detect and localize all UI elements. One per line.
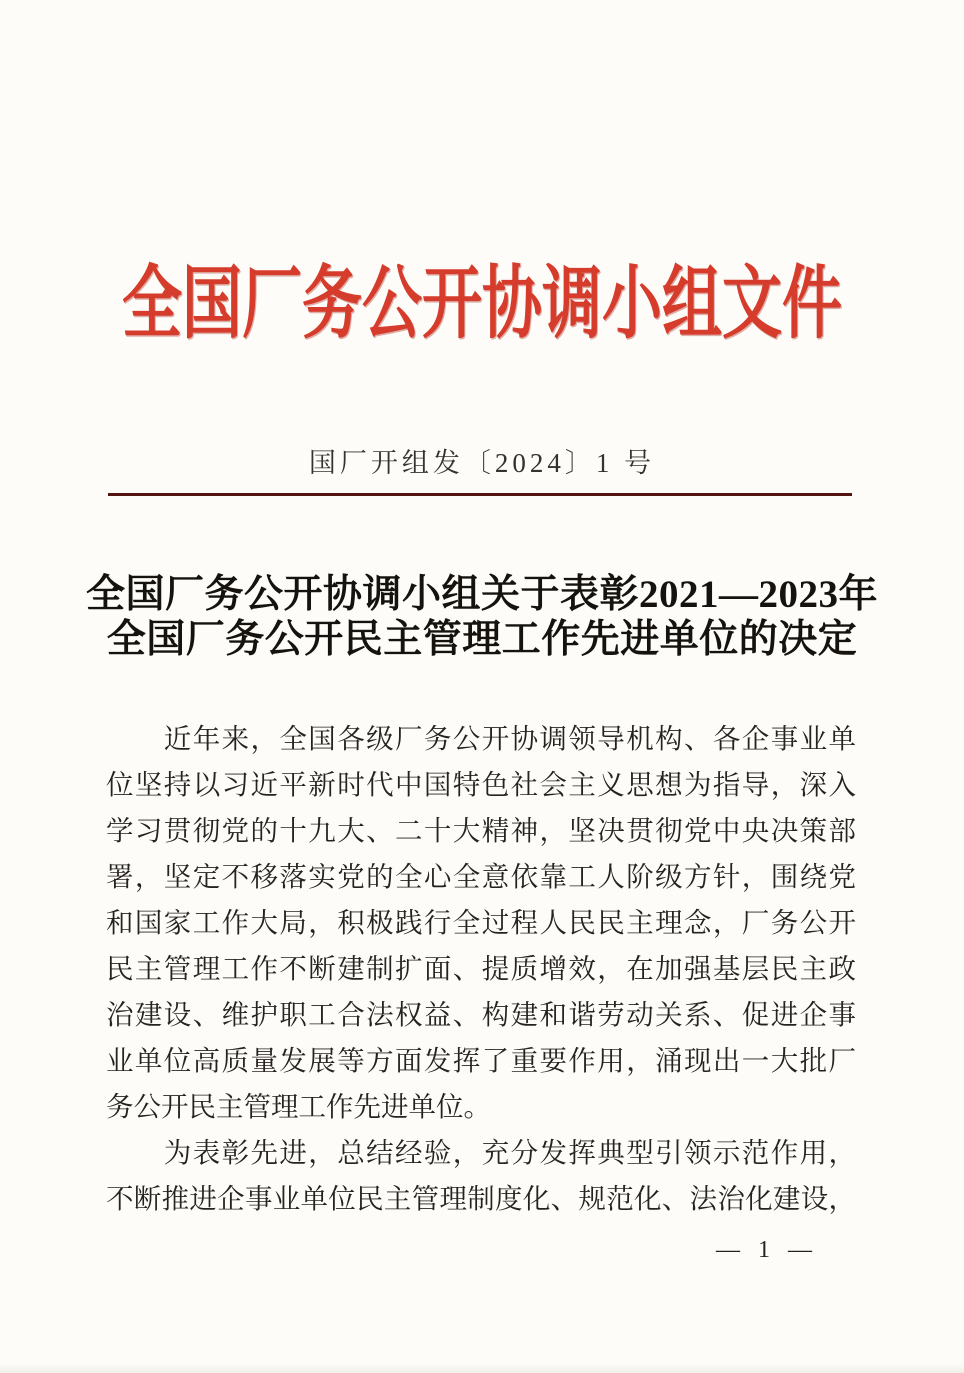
red-divider-line xyxy=(108,493,852,496)
body-line: 为表彰先进，总结经验，充分发挥典型引领示范作用， xyxy=(106,1137,856,1168)
doc-number: 国厂开组发〔2024〕1 号 xyxy=(308,448,656,478)
body-line: 位坚持以习近平新时代中国特色社会主义思想为指导，深入 xyxy=(106,769,856,800)
document-body xyxy=(106,716,856,1222)
document-title-line1: 全国厂务公开协调小组关于表彰2021—2023年 xyxy=(85,573,878,616)
body-line: 和国家工作大局，积极践行全过程人民民主理念，厂务公开 xyxy=(106,907,856,938)
document-title xyxy=(40,572,924,662)
body-line: 近年来，全国各级厂务公开协调领导机构、各企事业单 xyxy=(106,723,856,754)
body-line: 业单位高质量发展等方面发挥了重要作用，涌现出一大批厂 xyxy=(106,1045,856,1076)
red-letterhead-org-title: 全国厂务公开协调小组文件 xyxy=(122,260,842,348)
document-title-line2: 全国厂务公开民主管理工作先进单位的决定 xyxy=(106,618,858,661)
body-line: 署，坚定不移落实党的全心全意依靠工人阶级方针，围绕党 xyxy=(106,861,856,892)
body-line: 不断推进企事业单位民主管理制度化、规范化、法治化建设， xyxy=(106,1183,856,1214)
body-line: 民主管理工作不断建制扩面、提质增效，在加强基层民主政 xyxy=(106,953,856,984)
body-line: 治建设、维护职工合法权益、构建和谐劳动关系、促进企事 xyxy=(106,999,856,1030)
page-number: — 1 — xyxy=(716,1237,818,1263)
body-line: 务公开民主管理工作先进单位。 xyxy=(106,1091,491,1122)
body-line: 学习贯彻党的十九大、二十大精神，坚决贯彻党中央决策部 xyxy=(106,815,856,846)
